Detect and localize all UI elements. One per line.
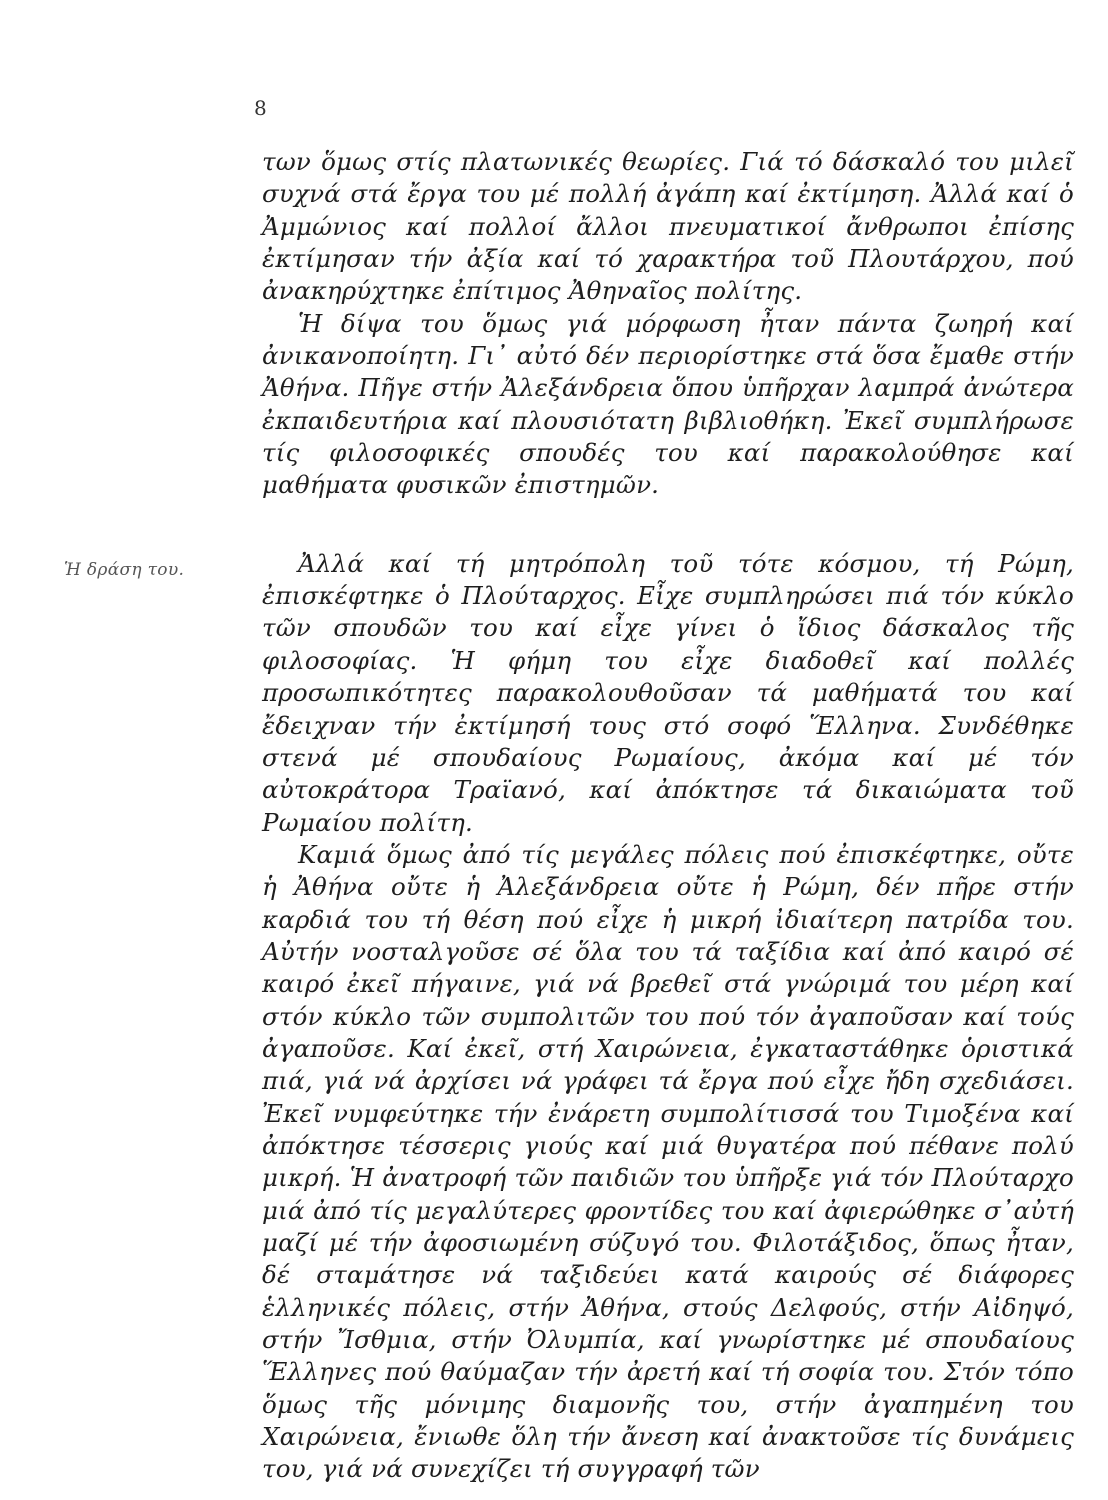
paragraph-2: Ἡ δίψα του ὅμως γιά μόρφωση ἦταν πάντα ζωηρή καί ἀνικανοποίητη. Γι᾽ αὐτό δέν περιορίστηκε στά ὅσα ἔμαθε στήν Ἀθήνα. Πῆγε στήν Ἀλεξάνδρεια ὅπου ὑπῆρχαν λαμπρά ἀνώτερα ἐκπαιδευτήρια καί πλουσιότατη βιβλιοθήκη. Ἐκεῖ συμπλήρωσε τίς φιλοσοφικές σπουδές του καί παρακολούθησε καί μαθήματα φυσικῶν ἐπιστημῶν. bbox=[262, 308, 1074, 500]
section-gap bbox=[262, 502, 1074, 548]
text-column bbox=[262, 146, 1074, 1486]
paragraph-1: των ὅμως στίς πλατωνικές θεωρίες. Γιά τό δάσκαλό του μιλεῖ συχνά στά ἔργα του μέ πολλή ἀγάπη καί ἐκτίμηση. Ἀλλά καί ὁ Ἀμμώνιος καί πολλοί ἄλλοι πνευματικοί ἄνθρωποι ἐπίσης ἐκτίμησαν τήν ἀξία καί τό χαρακτήρα τοῦ Πλουτάρχου, πού ἀνακηρύχτηκε ἐπίτιμος Ἀθηναῖος πολίτης. bbox=[262, 147, 1074, 306]
page-number: 8 bbox=[254, 96, 267, 120]
margin-note: Ἡ δράση του. bbox=[64, 560, 185, 580]
paragraph-3: Ἀλλά καί τή μητρόπολη τοῦ τότε κόσμου, τή Ρώμη, ἐπισκέφτηκε ὁ Πλούταρχος. Εἶχε συμπληρώσει πιά τόν κύκλο τῶν σπουδῶν του καί εἶχε γίνει ὁ ἴδιος δάσκαλος τῆς φιλοσοφίας. Ἡ φήμη του εἶχε διαδοθεῖ καί πολλές προσωπικότητες παρακολουθοῦσαν τά μαθήματά του καί ἔδειχναν τήν ἐκτίμησή τους στό σοφό Ἕλληνα. Συνδέθηκε στενά μέ σπουδαίους Ρωμαίους, ἀκόμα καί μέ τόν αὐτοκράτορα Τραϊανό, καί ἀπόκτησε τά δικαιώματα τοῦ Ρωμαίου πολίτη. bbox=[262, 548, 1074, 837]
paragraph-4: Καμιά ὅμως ἀπό τίς μεγάλες πόλεις πού ἐπισκέφτηκε, οὔτε ἡ Ἀθήνα οὔτε ἡ Ἀλεξάνδρεια οὔτε ἡ Ρώμη, δέν πῆρε στήν καρδιά του τή θέση πού εἶχε ἡ μικρή ἰδιαίτερη πατρίδα του. Αὐτήν νοσταλγοῦσε σέ ὅλα του τά ταξίδια καί ἀπό καιρό σέ καιρό ἐκεῖ πήγαινε, γιά νά βρεθεῖ στά γνώριμά του μέρη καί στόν κύκλο τῶν συμπολιτῶν του πού τόν ἀγαποῦσαν καί τούς ἀγαποῦσε. Καί ἐκεῖ, στή Χαιρώνεια, ἐγκαταστάθηκε ὁριστικά πιά, γιά νά ἀρχίσει νά γράφει τά ἔργα πού εἶχε ἤδη σχεδιάσει. Ἐκεῖ νυμφεύτηκε τήν ἐνάρετη συμπολίτισσά του Τιμοξένα καί ἀπόκτησε τέσσερις γιούς καί μιά θυγατέρα πού πέθανε πολύ μικρή. Ἡ ἀνατροφή τῶν παιδιῶν του ὑπῆρξε γιά τόν Πλούταρχο μιά ἀπό τίς μεγαλύτερες φροντίδες του καί ἀφιερώθηκε σ᾽αὐτή μαζί μέ τήν ἀφοσιωμένη σύζυγό του. Φιλοτάξιδος, ὅπως ἦταν, δέ σταμάτησε νά ταξιδεύει κατά καιρούς σέ διάφορες ἑλληνικές πόλεις, στήν Ἀθήνα, στούς Δελφούς, στήν Αἰδηψό, στήν Ἴσθμια, στήν Ὀλυμπία, καί γνωρίστηκε μέ σπουδαίους Ἕλληνες πού θαύμαζαν τήν ἀρετή καί τή σοφία του. Στόν τόπο ὅμως τῆς μόνιμης διαμονῆς του, στήν ἀγαπημένη του Χαιρώνεια, ἔνιωθε ὅλη τήν ἄνεση καί ἀνακτοῦσε τίς δυνάμεις του, γιά νά συνεχίζει τή συγγραφή τῶν bbox=[262, 839, 1074, 1484]
